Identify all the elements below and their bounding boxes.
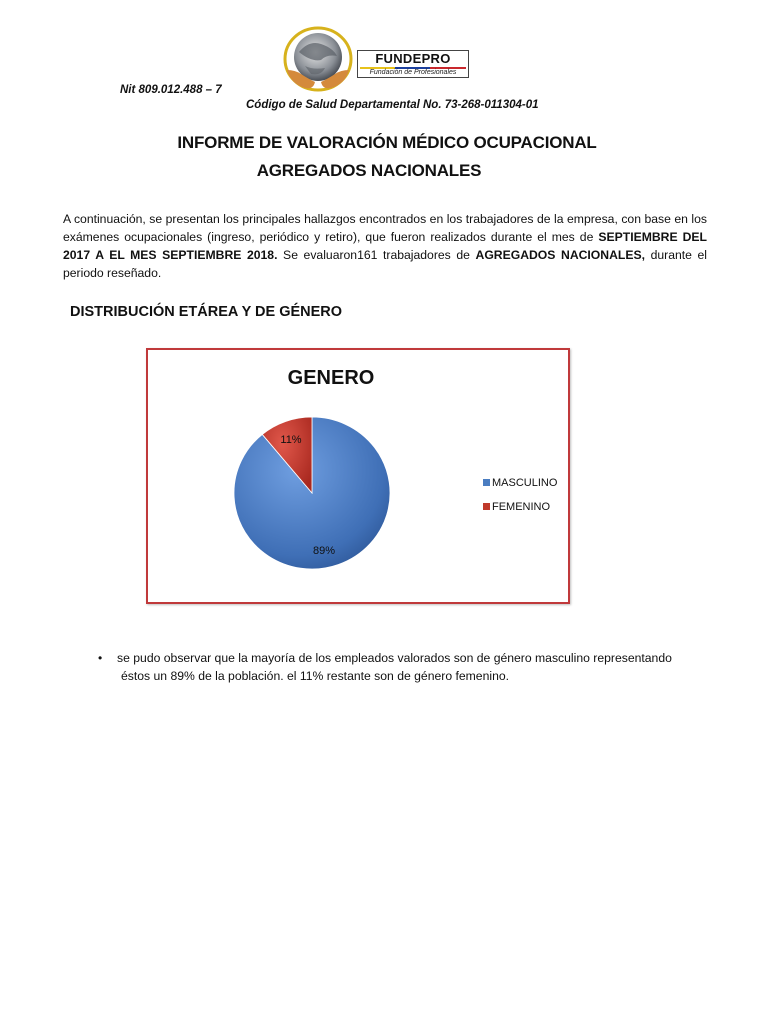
bullet-line-2: éstos un 89% de la población. el 11% restante son de género femenino.: [121, 669, 510, 683]
intro-text-3: durante el periodo reseñado.: [63, 248, 707, 280]
pie-label-masculino: 89%: [312, 545, 336, 557]
brand-tagline: Fundación de Profesionales: [369, 69, 457, 76]
chart-title: GENERO: [287, 367, 375, 389]
globe-hands-icon: [281, 26, 355, 96]
gender-pie-chart: [148, 350, 568, 602]
pie-label-femenino: 11%: [280, 434, 302, 446]
gender-chart-frame: [146, 348, 570, 604]
fundepro-brand-logo: [357, 50, 469, 78]
legend-label-masculino: MASCULINO: [492, 477, 558, 489]
intro-bold-period: SEPTIEMBRE DEL 2017 A EL MES SEPTIEMBRE 2018.: [63, 230, 707, 262]
brand-name: FUNDEPRO: [375, 51, 451, 66]
report-title: INFORME DE VALORACIÓN MÉDICO OCUPACIONAL: [177, 133, 597, 152]
intro-paragraph: [63, 210, 707, 282]
health-code: Código de Salud Departamental No. 73-268-011304-01: [246, 99, 539, 111]
bullet-line-1: se pudo observar que la mayoría de los empleados valorados son de género masculino representando: [117, 651, 672, 665]
legend-label-femenino: FEMENINO: [492, 501, 551, 513]
fundepro-globe-logo: [281, 26, 355, 96]
section-title: DISTRIBUCIÓN ETÁREA Y DE GÉNERO: [70, 304, 343, 320]
bullet-dot-icon: •: [98, 651, 103, 665]
legend-swatch-masculino: [483, 479, 490, 486]
bullet-text: [117, 649, 707, 685]
intro-text-2: Se evaluaron161 trabajadores de: [277, 248, 476, 262]
chart-legend: [483, 477, 558, 513]
report-subtitle: AGREGADOS NACIONALES: [256, 161, 482, 180]
intro-text-1: A continuación, se presentan los principales hallazgos encontrados en los trabajadores de la empresa, con base en los exámenes ocupacionales (ingreso, periódico y retiro), que fueron realizados durante el mes de: [63, 212, 707, 244]
pie-slices: [234, 417, 390, 569]
legend-swatch-femenino: [483, 503, 490, 510]
intro-bold-company: AGREGADOS NACIONALES,: [475, 248, 645, 262]
nit-number: Nit 809.012.488 – 7: [120, 84, 222, 96]
